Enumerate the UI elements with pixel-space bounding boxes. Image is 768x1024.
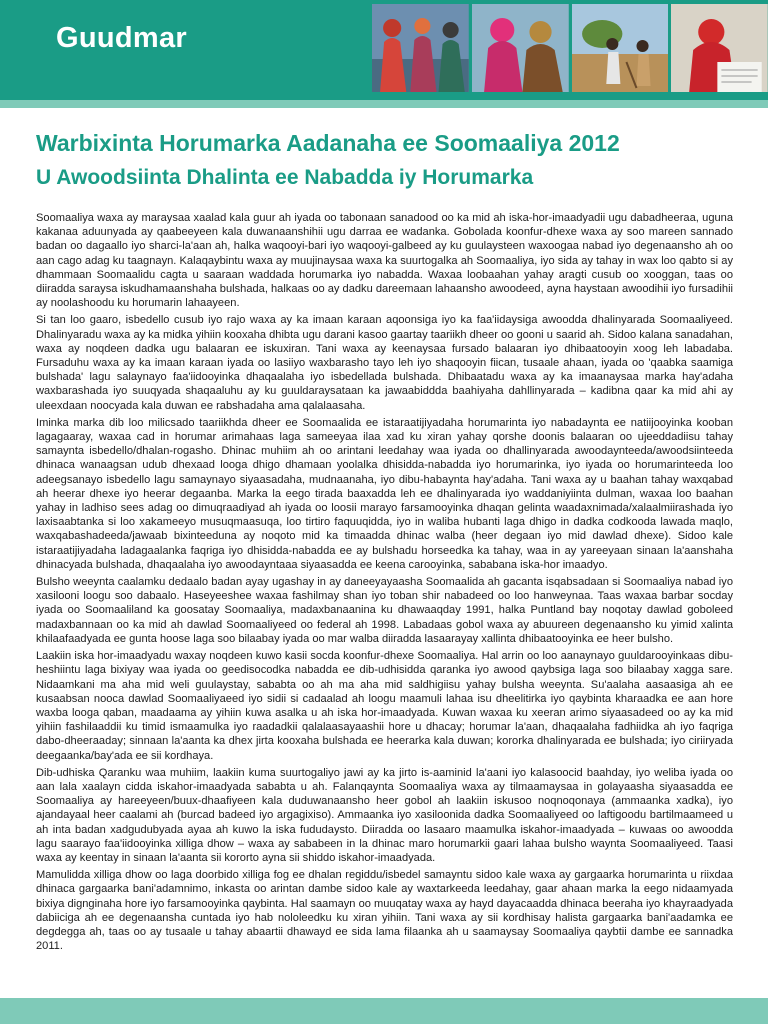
photo-women-group: [372, 4, 469, 92]
footer-band: [0, 998, 768, 1024]
paragraph: Dib-udhiska Qaranku waa muhiim, laakiin kuma suurtogaliyo jawi ay ka jirto is-aaminid la'aani iyo kalasoocid baahday, iyo weliba iyada oo aan lala xaalayn cidda iskahor-imaadyada sababta u ah. Falanqaynta Soomaaliya waxa ay tilmaamaysaa in golayaasha siyaasadda ee Soomaaliya ay hareeyeen/buux-dhaafiyeen kala duduwanaansho heer gobol ah laakiin iskusoo noqnoqonaya (ammaanka xadka), iyo ajandayaal heer caalami ah (burcad badeed iyo argagixiso). Ammaanka iyo xasiloonida dadka Soomaaliyeed oo laftigoodu bartilmaameed u ah inta badan xadgudubyada ayaa ah kuwo la iska fududaysto. Diiradda oo lasaaro maamulka iskahor-imaadyada – kuwaas oo awoodda lagu saarayo faa'iidooyinka xilliga dhow – waxa ay sababeen in la dhinac maro horumarkii gaari lahaa bulsho waynta Soomaaliyeed. Taasi waxa ay keentay in sinaan la'aanta sii kororto ayna sii shiddo iskahor-imaadyada.: [36, 766, 733, 864]
paragraph: Iminka marka dib loo milicsado taariikhda dheer ee Soomaalida ee istaraatijiyadaha horumarinta iyo nabadaynta ee natiijooyinka kooban lagagaaray, waxaa cad in horumar arimahaas laga sameeyaa ilaa xad ku xiran yahay qorshe doonis balaaran oo ujeeddadiisu tahay samaynta isbedello/dhalan-rogasho. Dhinac muhiim ah oo arintani leedahay waa iyada oo dhallinyarada awoodaynteeda/awoodsiinteeda dhinaca wanaagsan udub dhexaad looga dhigo dhamaan yoolalka dhisidda-nabadda iyo horumarinka, iyo iyada oo horumarinteeda loo adeegsanayo isbedello lagu samaynayo siyaasadaha, mudnaanaha, iyo dibu-habaynta hay'adaha. Tani waxa ay u baahan tahay waxqabad ah heerar dhexe iyo heerar degaanba. Marka la eego tirada baaxadda leh ee dhalinyarada iyo waddaniyiinta dulman, waxaa loo baahan yahay in ladhiso sees adag oo dimuqraadiyad ah iyada oo loosii marayo farsamooyinka dhaqan gelinta waadaxnimada/xalaalmiirashada iyo laxisaabtanka si loo xakameeyo musuqmaasuqa, loo tirtiro faquuqidda, iyo in waliba hubanti laga dhigo in dadka codkooda lawada maqlo, waxqabashadeeda/jawaab bixinteeduna ay noqoto mid ka timaadda dhinac walba (heer degaan iyo mid dawlad dhexe). Sidoo kale istaraatijiyadaha ladagaalanka faqriga iyo dhisidda-nabadda ee ay bulshadu horseedka ka tahay, waa in ay yareeyaan sinaan la'aanshaha dhinacyada bulshada, dhaqaalaha iyo awoodayntaaa siyaasadda ee keena carooyinka, sababana iska-hor imaadyo.: [36, 416, 733, 571]
photo-workers-outdoors: [572, 4, 669, 92]
document-subtitle: U Awoodsiinta Dhalinta ee Nabadda iy Horumarka: [36, 166, 534, 189]
paragraph: Si tan loo gaaro, isbedello cusub iyo rajo waxa ay ka imaan karaan aqoonsiga iyo ka faa'iidaysiga awoodda dhalinyarada Soomaaliyeed. Dhalinyaradu waxa ay ka midka yihiin kooxaha dhibta ugu darani kasoo gaartay taariikh dheer oo gooni u saarid ah. Sidoo kalana sanadahan, waxa ay noqdeen dadka ugu balaaran ee iskuxiran. Tani waxa ay keenaysaa fursado balaaran iyo dhibaatooyin xoog leh labadaba. Fursaduhu waxa ay ka imaan karaan iyada oo lasiiyo waxbarasho tayo leh iyo shaqooyin fiican, tusaale ahaan, iyada oo 'qaabka saamiga bulshada' lagu salaynayo faa'iidooyinka dhaqaalaha iyo isbedellada bulshada. Dhibaatadu waxa ay ka imaanaysaa marka hay'adaha waxbarashada iyo suuqyada shaqaaluhu ay ku guuldaraysataan ka jawaabiddda baahiyaha dahllinyarada – kadibna qaar ka mid ahi ay uleexdaan noocyada kala duwan ee rabshadaha ama qalalaasaha.: [36, 314, 733, 412]
paragraph: Soomaaliya waxa ay maraysaa xaalad kala guur ah iyada oo tabonaan sanadood oo ka mid ah iska-hor-imaadyadii ugu dabadheeraa, uguna kakanaa aduunyada ay qaabeeyeen kala duwanaanshihii ugu darraa ee wadanka. Gobolada koonfur-dhexe waxa ay soo mareen sannado badan oo dagaallo iyo sharci-la'aan ah, halka waqooyi-bari iyo waqooyi-galbeed ay ku guulaysteen waxoogaa nabad iyo degenaansho ah oo aan cago adag ku taagnayn. Kalaqaybintu waxa ay muujinaysaa waxa ka suurtogalka ah Soomaaliya, iyo sida ay tahay in wax loo qabto si ay dhammaan Soomaalidu cagta u saaraan waddada horumarka iyo nabadda. Waxaa loobaahan yahay aragti cusub oo xooggan, taas oo diiradda saraysa iskudhamaanshaha bulshada, halkaas oo ay dadku dareemaan lahaansho awoodeed, ayna haystaan awoodihii iyo fursadihii ay noolashoodu ku horumarin lahaayeen.: [36, 212, 733, 310]
photo-strip: [372, 4, 768, 92]
photo-women-headscarves: [472, 4, 569, 92]
paragraph: Laakiin iska hor-imaadyadu waxay noqdeen kuwo kasii socda koonfur-dhexe Soomaaliya. Hal arrin oo loo aanaynayo guuldarooyinkaas dibu-heshiintu laga bixiyay waa iyada oo geedisocodka nabadda ee dib-udhisidda qaranka iyo awood qaybsiga laga soo bilaabay xagga sare. Nidaamkani ma aha mid weli guulaystay, sababta oo ah ma aha mid saldhigiisu yahay bulsha weeynta. Su'aalaha aasaasiga ah ee kusaabsan nooca dawlad Soomaaliyaeed iyo sidii si cadaalad ah loogu maamuli lahaa isu dheelitirka iyo qaybinta kharaadka ee aan hore waxba looga qaban, maadaama ay yihiin kuwa asalka u ah iska hor-imaadyada. Kuwan waxaa ku xeeran arimo siyaasadeed oo ay ka mid yihiin fashilaaddii ku timid ismaamulka iyo raadadkii qalalaasayaashii hore u dhacay; horumar la'aan, dhaqaalaha fadhiidka ah iyo faqriga dabo-dheeraaday; sinnaan la'aanta ka dhex jirta kooxaha bulshada ee heerarka kala duwan; kororka dhalinyarada ee bulshada; iyo ciriiryada deegaanka/bay'ada ee sii kordhaya.: [36, 650, 733, 762]
body-text: [36, 211, 733, 956]
paragraph: Bulsho weeynta caalamku dedaalo badan ayay ugashay in ay daneeyayaasha Soomaalida ah gacanta isqabsadaan si Soomaaliya nabad iyo xasilooni loogu soo dabaalo. Haseyeeshee waxaa fashilmay shan iyo toban shir nabadeed oo loo hanweynaa. Taas waxaa barbar socday iyada oo Soomaaliland ka goosatay Soomaaliya, madaxbanaanina ku dhawaaqday 1991, halka Puntland bay noqotay dawlad goboleed madaxbannaan oo ka mid ah dawlad Soomaaliyeed oo federal ah 1998. Labadaas gobol waxa ay abuureen degenaansho ku yimid xalinta khilaafaadyada ee gunta hoose laga soo bilaabay iyada oo mar walba diiradda lasaarayay xallinta dhibaatooyinka ee heer bulsho.: [36, 576, 733, 645]
header-divider: [0, 100, 768, 108]
header-band: [0, 0, 768, 100]
paragraph: Mamulidda xilliga dhow oo laga doorbido xilliga fog ee dhalan regiddu/isbedel samayntu sidoo kale waxa ay gargaarka horumarinta u riixdaa dhinaca gargaarka bani'adamnimo, inkasta oo arintan dambe sidoo kale ay waxtarkeeda leedahay, gaar ahaan marka la eego nidaamyada bixiya dignginaha hore iyo farsamooyinka qaybinta. Hal saamayn oo muuqatay waxa ay hayd dayacaadda dhinaca beeraha iyo khayraadyada dabiiciga ah ee degenaansha cuntada iyo hab nololeedku ku xiran yihiin. Tani waxa ay sii kordhisay halista gargaarka bani'aadamka ee degdegga ah, taas oo ay tusaale u tahay abaartii dhawayd ee sida lama filaanka ah u saamaysay Soomaaliya qaybtii dambe ee sannadka 2011.: [36, 869, 733, 953]
document-title: Warbixinta Horumarka Aadanaha ee Soomaaliya 2012: [36, 130, 620, 156]
header-title: Guudmar: [56, 22, 187, 54]
photo-woman-writing: [671, 4, 768, 92]
